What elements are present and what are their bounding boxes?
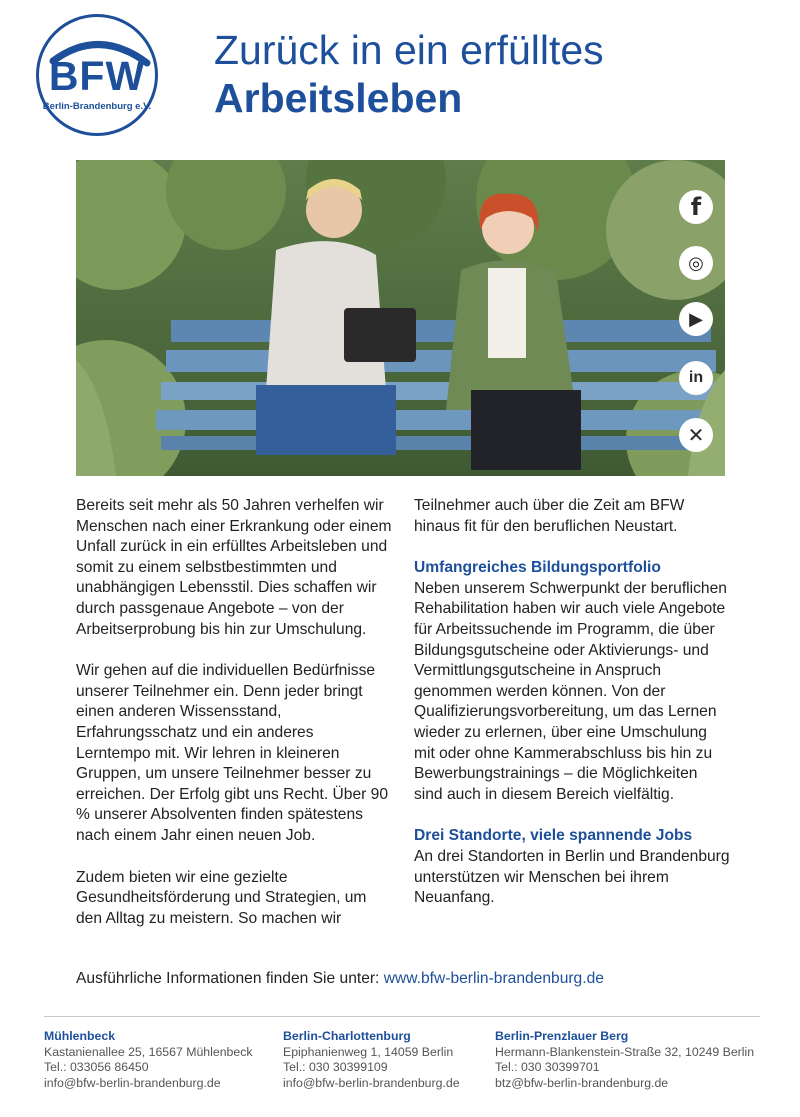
location-name: Berlin-Prenzlauer Berg bbox=[495, 1029, 629, 1043]
location-email[interactable]: info@bfw-berlin-brandenburg.de bbox=[44, 1075, 221, 1090]
hero-photo-illustration bbox=[76, 160, 725, 476]
page-title bbox=[214, 26, 604, 122]
health-paragraph: Zudem bieten wir eine gezielte Gesundheitsförderung und Strategien, um den Alltag zu meistern. So machen wir bbox=[76, 868, 367, 927]
more-info-line bbox=[76, 970, 604, 988]
individual-needs-paragraph: Wir gehen auf die individuellen Bedürfnisse unserer Teilnehmer ein. Denn jeder bringt einen anderen Wissensstand, Erfahrungsschatz und ein anderes Lerntempo mit. Wir lehren in kleineren Gruppen, um unsere Teilnehmer besser zu erreichen. Der Erfolg gibt uns Recht. Über 90 % unserer Absolventen finden spätestens nach einem Jahr einen neuen Job. bbox=[76, 662, 389, 844]
linkedin-icon[interactable]: in bbox=[679, 361, 713, 395]
location-email[interactable]: btz@bfw-berlin-brandenburg.de bbox=[495, 1075, 669, 1090]
location-name: Mühlenbeck bbox=[44, 1029, 116, 1043]
location-charlottenburg bbox=[283, 1029, 460, 1091]
right-text-column bbox=[414, 496, 730, 930]
portfolio-paragraph: Neben unserem Schwerpunkt der beruflichen Rehabilitation haben wir auch viele Angebote für Arbeitssuchende im Programm, die über Bildungsgutscheine oder Aktivierungs- und Vermittlungsgutscheine in Anspruch genommen werden können. Von der Qualifizierungsvorbereitung, um das Lernen wieder zu erlernen, über eine Umschulung mit oder ohne Kammerabschluss bis hin zu Bewerbungstrainings – die Möglichkeiten sind auch in diesem Bereich vielfältig. bbox=[414, 579, 727, 803]
location-phone[interactable]: Tel.: 030 30399109 bbox=[283, 1060, 388, 1074]
continuation-paragraph: Teilnehmer auch über die Zeit am BFW hinaus fit für den beruflichen Neustart. bbox=[414, 497, 685, 535]
location-name: Berlin-Charlottenburg bbox=[283, 1029, 411, 1043]
xing-icon[interactable]: ✕ bbox=[679, 418, 713, 452]
left-text-column bbox=[76, 496, 392, 950]
location-address: Epiphanienweg 1, 14059 Berlin bbox=[283, 1044, 454, 1059]
intro-paragraph: Bereits seit mehr als 50 Jahren verhelfen wir Menschen nach einer Erkrankung oder einem Unfall zurück in ein erfülltes Arbeitsleben und somit zu einem selbstbestimmten und unabhängigen Lebensstil. Dies schaffen wir durch passgenaue Angebote – von der Arbeitserprobung bis hin zur Umschulung. bbox=[76, 497, 392, 638]
location-phone[interactable]: Tel.: 033056 86450 bbox=[44, 1060, 149, 1074]
facebook-icon[interactable]: f bbox=[679, 190, 713, 224]
locations-heading: Drei Standorte, viele spannende Jobs bbox=[414, 827, 693, 845]
portfolio-heading: Umfangreiches Bildungsportfolio bbox=[414, 559, 661, 577]
logo-subtitle: Berlin-Brandenburg e.V. bbox=[42, 101, 152, 112]
instagram-icon[interactable]: ◎ bbox=[679, 246, 713, 280]
location-address: Hermann-Blankenstein-Straße 32, 10249 Berlin bbox=[495, 1044, 755, 1059]
logo-wordmark: BFW bbox=[48, 53, 146, 99]
youtube-icon[interactable]: ▶ bbox=[679, 302, 713, 336]
footer-divider bbox=[44, 1016, 760, 1017]
title-line-2: Arbeitsleben bbox=[214, 75, 463, 121]
location-prenzlauer-berg bbox=[495, 1029, 754, 1091]
website-link[interactable]: www.bfw-berlin-brandenburg.de bbox=[383, 970, 604, 987]
location-phone[interactable]: Tel.: 030 30399701 bbox=[495, 1060, 600, 1074]
bfw-logo bbox=[36, 14, 158, 136]
location-email[interactable]: info@bfw-berlin-brandenburg.de bbox=[283, 1075, 460, 1090]
locations-paragraph: An drei Standorten in Berlin und Brandenburg unterstützen wir Menschen bei ihrem Neuanfang. bbox=[414, 847, 730, 907]
title-line-1: Zurück in ein erfülltes bbox=[214, 27, 604, 73]
location-muehlenbeck bbox=[44, 1029, 253, 1091]
more-info-label: Ausführliche Informationen finden Sie unter: bbox=[76, 970, 380, 987]
location-address: Kastanienallee 25, 16567 Mühlenbeck bbox=[44, 1044, 253, 1059]
hero-photo bbox=[76, 160, 725, 476]
